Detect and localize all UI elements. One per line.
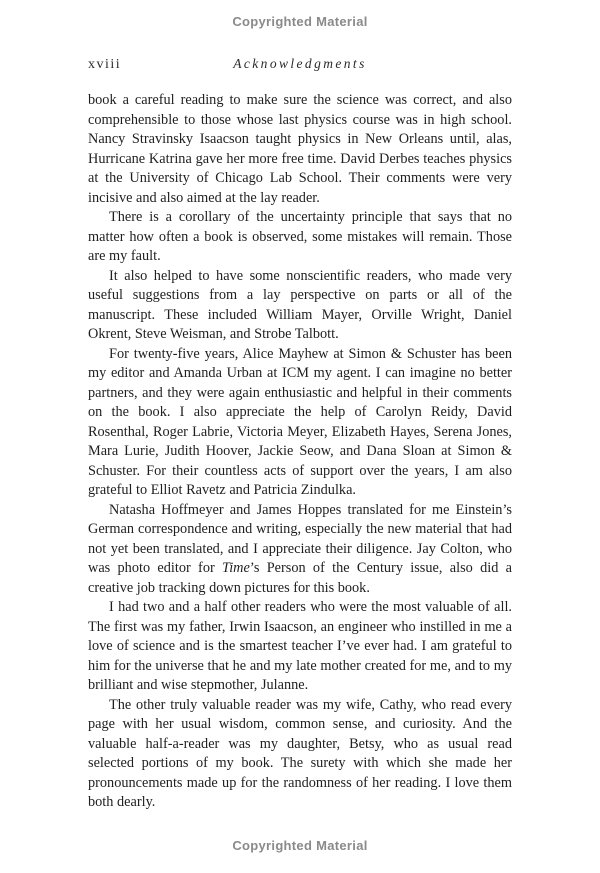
running-head: Acknowledgments xyxy=(233,56,367,71)
paragraph-7: The other truly valuable reader was my wife, Cathy, who read every page with her usual wisdom, common sense, and curiosity. And the valuable half-a-reader was my daughter, Betsy, who as usual read selected portions of my book. The surety with which she made her pronouncements made up for the randomness of her reading. I love them both dearly. xyxy=(88,696,512,810)
paragraph-2: There is a corollary of the uncertainty principle that says that no matter how often a book is observed, some mistakes will remain. Those are my fault. xyxy=(88,209,512,264)
page-number: xviii xyxy=(88,57,122,72)
paragraph-6: I had two and a half other readers who were the most valuable of all. The first was my father, Irwin Isaacson, an engineer who instilled in me a love of science and is the smartest teacher I’ve ever had. I am grateful to him for the universe that he and my late mother created for me, and to my brilliant and wise stepmother, Julanne. xyxy=(88,599,512,693)
paragraph-3: It also helped to have some nonscientific readers, who made very useful suggestions from a lay perspective on parts or all of the manuscript. These included William Mayer, Orville Wright, Daniel Okrent, Steve Weisman, and Strobe Talbott. xyxy=(88,267,512,342)
time-magazine-italic: Time xyxy=(222,560,250,576)
copyright-banner-bottom: Copyrighted Material xyxy=(232,838,368,853)
paragraph-5 xyxy=(88,501,512,599)
paragraph-4: For twenty-five years, Alice Mayhew at Simon & Schuster has been my editor and Amanda Urban at ICM my agent. I can imagine no better partners, and they were again enthusiastic and helpful in their comments on the book. I also appreciate the help of Carolyn Reidy, David Rosenthal, Roger Labrie, Victoria Meyer, Elizabeth Hayes, Serena Jones, Mara Lurie, Judith Hoover, Jackie Seow, and Dana Sloan at Simon & Schuster. For their countless acts of support over the years, I am also grateful to Elliot Ravetz and Patricia Zindulka. xyxy=(88,345,512,498)
body-text xyxy=(88,91,512,813)
copyright-banner-top: Copyrighted Material xyxy=(232,14,368,29)
paragraph-1: book a careful reading to make sure the science was correct, and also comprehensible to those whose last physics course was in high school. Nancy Stravinsky Isaacson taught physics in New Orleans until, alas, Hurricane Katrina gave her more free time. David Derbes teaches physics at the University of Chicago Lab School. Their comments were very incisive and also aimed at the lay reader. xyxy=(88,92,512,206)
page-header xyxy=(0,56,600,76)
paragraph-5-text-cont: ’s Person of the Century issue, also did a creative job tracking down pictures for this book. xyxy=(88,560,512,596)
paragraph-5-text: Natasha Hoffmeyer and James Hoppes translated for me Einstein’s German correspondence and writing, especially the new material that had not yet been translated, and I appreciate their diligence. Jay Colton, who was photo editor for xyxy=(88,501,512,576)
